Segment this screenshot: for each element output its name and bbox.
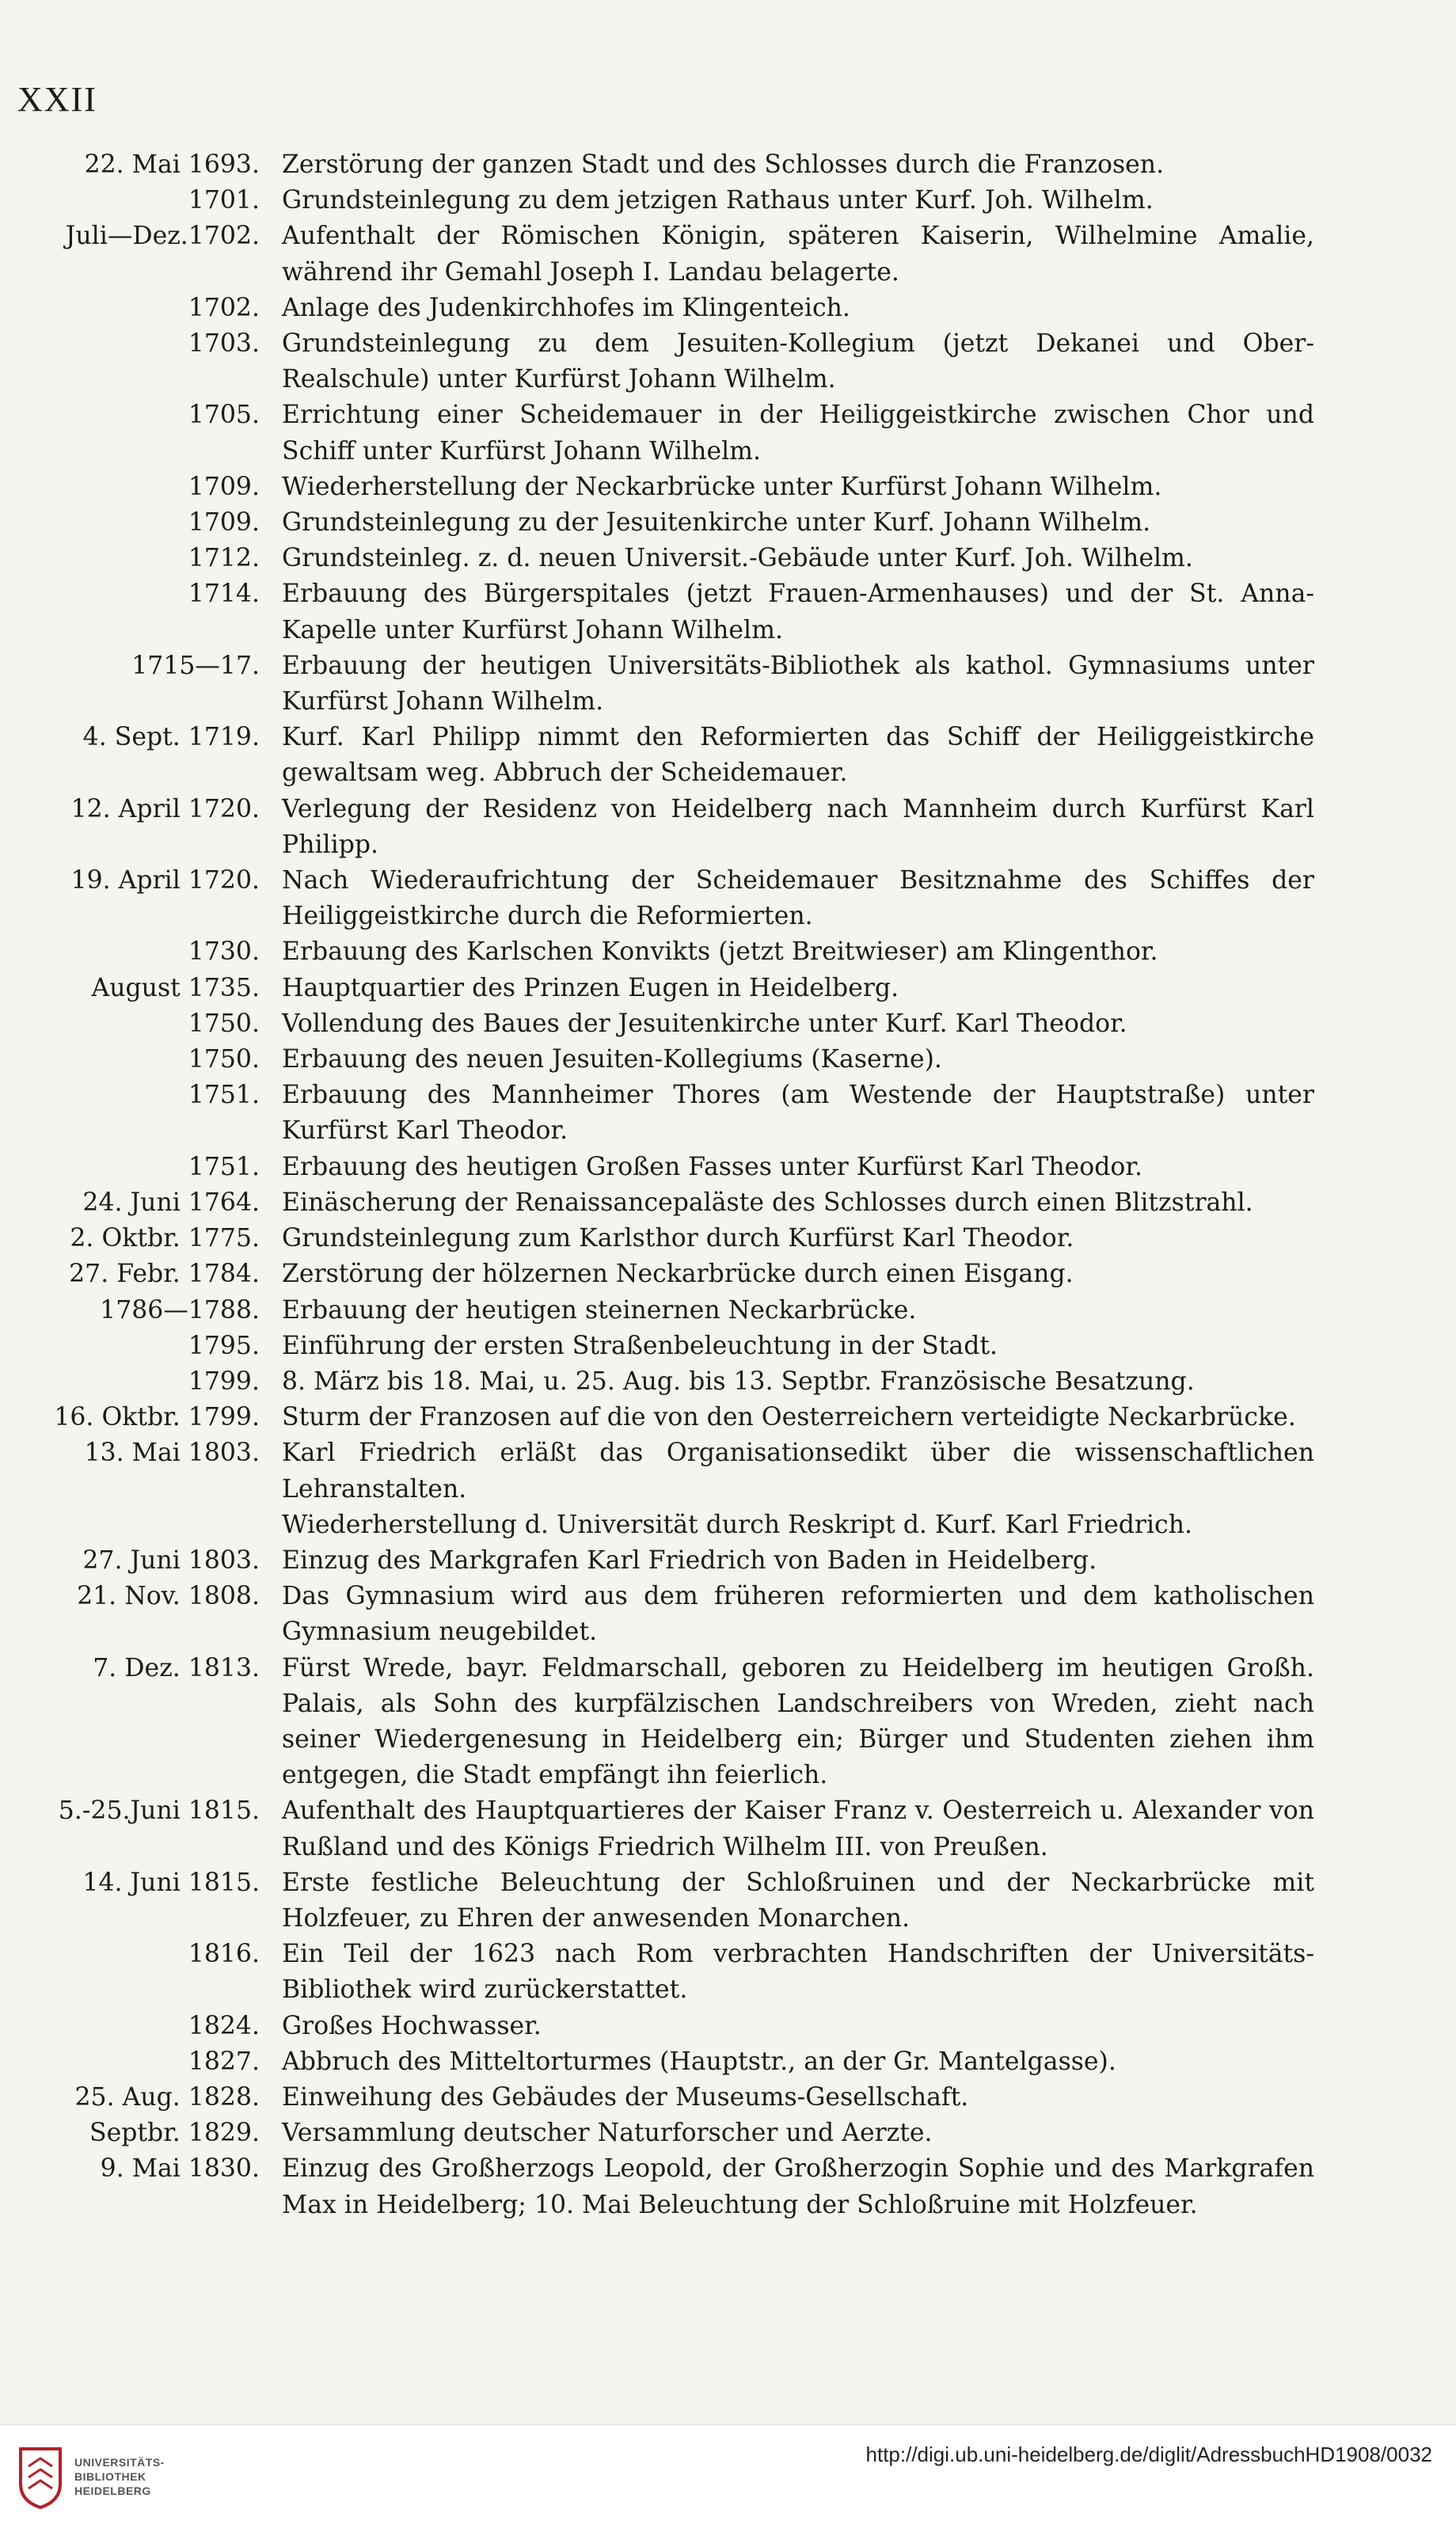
chronology-entry: [16, 1293, 1314, 1329]
entry-date: 2. Oktbr. 1775.: [70, 1224, 260, 1253]
chronology-entry: [16, 397, 1314, 469]
chronology-entry: [16, 720, 1314, 791]
chronology-entry: [16, 1937, 1314, 2008]
entry-date: 1799.: [188, 1367, 260, 1396]
chronology-entry: [16, 1793, 1314, 1865]
entry-date: 27. Juni 1803.: [82, 1545, 260, 1575]
chronology-entry: [16, 505, 1314, 541]
chronology-entry: [16, 1651, 1314, 1794]
entry-text: Erste festliche Beleuchtung der Schloßruinen und der Neckarbrücke mit Holzfeuer, zu Ehren der anwesenden Monarchen.: [282, 1868, 1314, 1933]
chronology-entry: [16, 541, 1314, 576]
entry-date: 13. Mai 1803.: [84, 1439, 260, 1468]
entry-text: Erbauung des Bürgerspitales (jetzt Frauen-Armenhauses) und der St. Anna-Kapelle unter Kurfürst Johann Wilhelm.: [282, 580, 1314, 644]
entry-text: Erbauung des Mannheimer Thores (am Westende der Hauptstraße) unter Kurfürst Karl Theodor.: [282, 1081, 1314, 1146]
chronology-entry: [16, 183, 1314, 219]
chronology-entry: [16, 1078, 1314, 1149]
logo-line: BIBLIOTHEK: [74, 2470, 146, 2483]
entry-text: Kurf. Karl Philipp nimmt den Reformierten das Schiff der Heiliggeistkirche gewaltsam weg. Abbruch der Scheidemauer.: [282, 723, 1314, 788]
chronology-entry: [16, 1185, 1314, 1221]
entry-date: 1705.: [188, 401, 260, 430]
chronology-entry: [16, 291, 1314, 326]
chronology-entry: [16, 2080, 1314, 2116]
entry-date: 1714.: [188, 580, 260, 609]
entry-date: 1795.: [188, 1331, 260, 1360]
chronology-entry: [16, 147, 1314, 183]
entry-text: Das Gymnasium wird aus dem früheren reformierten und dem katholischen Gymnasium neugebildet.: [282, 1582, 1314, 1647]
entry-text: Errichtung einer Scheidemauer in der Heiliggeistkirche zwischen Chor und Schiff unter Kurfürst Johann Wilhelm.: [282, 401, 1314, 466]
entry-text: Grundsteinlegung zu dem jetzigen Rathaus unter Kurf. Joh. Wilhelm.: [282, 186, 1154, 215]
chronology-entry: [16, 2044, 1314, 2080]
chronology-entry: [16, 1150, 1314, 1185]
entry-text: Wiederherstellung der Neckarbrücke unter Kurfürst Johann Wilhelm.: [282, 472, 1162, 501]
entry-text: Grundsteinlegung zu der Jesuitenkirche unter Kurf. Johann Wilhelm.: [282, 508, 1151, 538]
entry-text: Verlegung der Residenz von Heidelberg nach Mannheim durch Kurfürst Karl Philipp.: [282, 794, 1314, 859]
entry-text: Versammlung deutscher Naturforscher und Aerzte.: [282, 2119, 933, 2148]
chronology-entry: [16, 792, 1314, 863]
entry-date: 14. Juni 1815.: [82, 1868, 260, 1897]
chronology-entry: [16, 2151, 1314, 2222]
library-seal-icon: [16, 2443, 65, 2511]
chronology-entry: [16, 648, 1314, 720]
entry-date: 1701.: [188, 186, 260, 215]
entry-date: 1709.: [188, 472, 260, 501]
entry-text: 8. März bis 18. Mai, u. 25. Aug. bis 13. Septbr. Französische Besatzung.: [282, 1367, 1195, 1396]
chronology-entry: [16, 1579, 1314, 1650]
chronology-entry: [16, 1364, 1314, 1400]
entry-text: Aufenthalt der Römischen Königin, späteren Kaiserin, Wilhelmine Amalie, während ihr Gemahl Joseph I. Landau belagerte.: [282, 222, 1314, 287]
entry-text: Erbauung des Karlschen Konvikts (jetzt Breitwieser) am Klingenthor.: [282, 937, 1158, 967]
entry-date: 4. Sept. 1719.: [82, 723, 260, 752]
entry-text: Abbruch des Mitteltorturmes (Hauptstr., an der Gr. Mantelgasse).: [282, 2047, 1116, 2076]
chronology-entry: [16, 1042, 1314, 1078]
entry-text: Erbauung der heutigen steinernen Neckarbrücke.: [282, 1295, 917, 1325]
entry-date: 1750.: [188, 1045, 260, 1074]
entry-text: Vollendung des Baues der Jesuitenkirche unter Kurf. Karl Theodor.: [282, 1009, 1127, 1038]
entry-text: Nach Wiederaufrichtung der Scheidemauer Besitznahme des Schiffes der Heiliggeistkirche durch die Reformierten.: [282, 866, 1314, 931]
entry-date: 27. Febr. 1784.: [69, 1260, 260, 1289]
entry-text: Grundsteinleg. z. d. neuen Universit.-Gebäude unter Kurf. Joh. Wilhelm.: [282, 544, 1193, 573]
entry-text: Ein Teil der 1623 nach Rom verbrachten Handschriften der Universitäts-Bibliothek wird zurückerstattet.: [282, 1940, 1314, 2005]
chronology-entry: [16, 934, 1314, 970]
chronology-entry: [16, 1256, 1314, 1292]
entry-date: 1750.: [188, 1009, 260, 1038]
entry-text: Einäscherung der Renaissancepaläste des Schlosses durch einen Blitzstrahl.: [282, 1188, 1253, 1217]
entry-date: 16. Oktbr. 1799.: [54, 1403, 260, 1432]
chronology-entry: [16, 1006, 1314, 1042]
chronology-entry: [16, 1507, 1314, 1543]
chronology-list: [16, 147, 1314, 2223]
entry-text: Grundsteinlegung zum Karlsthor durch Kurfürst Karl Theodor.: [282, 1224, 1074, 1253]
entry-text: Aufenthalt des Hauptquartieres der Kaiser Franz v. Oesterreich u. Alexander von Rußland und des Königs Friedrich Wilhelm III. von Preußen.: [282, 1796, 1314, 1861]
logo-line: HEIDELBERG: [74, 2484, 151, 2497]
entry-date: Juli—Dez.1702.: [65, 222, 260, 251]
entry-date: 1751.: [188, 1081, 260, 1110]
entry-date: 7. Dez. 1813.: [93, 1653, 260, 1682]
entry-date: 24. Juni 1764.: [82, 1188, 260, 1217]
chronology-entry: [16, 2009, 1314, 2044]
entry-text: Zerstörung der ganzen Stadt und des Schlosses durch die Franzosen.: [282, 150, 1165, 179]
entry-date: 1824.: [188, 2011, 260, 2040]
entry-date: 1715—17.: [131, 651, 260, 680]
entry-date: 1702.: [188, 293, 260, 322]
library-logo[interactable]: [16, 2443, 165, 2511]
entry-date: Septbr. 1829.: [89, 2119, 260, 2148]
logo-line: UNIVERSITÄTS-: [74, 2456, 165, 2469]
chronology-entry: [16, 1221, 1314, 1256]
entry-text: Einweihung des Gebäudes der Museums-Gesellschaft.: [282, 2082, 969, 2112]
entry-date: 1827.: [188, 2047, 260, 2076]
entry-date: 1786—1788.: [100, 1295, 260, 1325]
entry-text: Karl Friedrich erläßt das Organisationsedikt über die wissenschaftlichen Lehranstalten.: [282, 1439, 1314, 1504]
entry-text: Erbauung des neuen Jesuiten-Kollegiums (Kaserne).: [282, 1045, 942, 1074]
entry-date: 1709.: [188, 508, 260, 538]
entry-date: 1730.: [188, 937, 260, 967]
entry-date: 9. Mai 1830.: [100, 2154, 260, 2184]
entry-text: Einzug des Großherzogs Leopold, der Großherzogin Sophie und des Markgrafen Max in Heidelberg; 10. Mai Beleuchtung der Schloßruine mit Holzfeuer.: [282, 2154, 1314, 2219]
chronology-entry: [16, 1400, 1314, 1435]
entry-text: Sturm der Franzosen auf die von den Oesterreichern verteidigte Neckarbrücke.: [282, 1403, 1296, 1432]
page-number: XXII: [17, 80, 97, 119]
entry-date: 1712.: [188, 544, 260, 573]
entry-date: 25. Aug. 1828.: [74, 2082, 260, 2112]
entry-text: Anlage des Judenkirchhofes im Klingenteich.: [282, 293, 850, 322]
source-url[interactable]: http://digi.ub.uni-heidelberg.de/diglit/AdressbuchHD1908/0032: [865, 2443, 1432, 2466]
chronology-entry: [16, 971, 1314, 1006]
chronology-entry: [16, 863, 1314, 934]
chronology-entry: [16, 326, 1314, 397]
entry-date: 1703.: [188, 329, 260, 359]
chronology-entry: [16, 1865, 1314, 1937]
entry-text: Hauptquartier des Prinzen Eugen in Heidelberg.: [282, 973, 899, 1002]
entry-text: Einzug des Markgrafen Karl Friedrich von Baden in Heidelberg.: [282, 1545, 1097, 1575]
chronology-entry: [16, 219, 1314, 290]
entry-date: 12. April 1720.: [70, 794, 260, 823]
entry-date: 1751.: [188, 1152, 260, 1181]
entry-text: Wiederherstellung d. Universität durch Reskript d. Kurf. Karl Friedrich.: [282, 1510, 1192, 1539]
entry-text: Zerstörung der hölzernen Neckarbrücke durch einen Eisgang.: [282, 1260, 1074, 1289]
library-logo-text: [74, 2455, 165, 2498]
entry-text: Großes Hochwasser.: [282, 2011, 542, 2040]
entry-date: 19. April 1720.: [70, 866, 260, 895]
chronology-entry: [16, 1329, 1314, 1364]
entry-text: Grundsteinlegung zu dem Jesuiten-Kollegium (jetzt Dekanei und Ober-Realschule) unter Kurfürst Johann Wilhelm.: [282, 329, 1314, 394]
footer-bar: [0, 2424, 1456, 2532]
entry-text: Einführung der ersten Straßenbeleuchtung in der Stadt.: [282, 1331, 998, 1360]
entry-date: 21. Nov. 1808.: [77, 1582, 260, 1611]
chronology-entry: [16, 1543, 1314, 1579]
entry-text: Fürst Wrede, bayr. Feldmarschall, geboren zu Heidelberg im heutigen Großh. Palais, als Sohn des kurpfälzischen Landschreibers von Wreden, zieht nach seiner Wiedergenesung in Heidelberg ein; Bürger und Studenten ziehen ihm entgegen, die Stadt empfängt ihn feierlich.: [282, 1653, 1314, 1790]
entry-text: Erbauung der heutigen Universitäts-Bibliothek als kathol. Gymnasiums unter Kurfürst Johann Wilhelm.: [282, 651, 1314, 717]
chronology-entry: [16, 576, 1314, 648]
chronology-entry: [16, 2116, 1314, 2151]
entry-date: 1816.: [188, 1940, 260, 1969]
entry-text: Erbauung des heutigen Großen Fasses unter Kurfürst Karl Theodor.: [282, 1152, 1142, 1181]
entry-date: August 1735.: [91, 973, 260, 1002]
chronology-entry: [16, 1435, 1314, 1507]
entry-date: 22. Mai 1693.: [84, 150, 260, 179]
chronology-entry: [16, 470, 1314, 505]
entry-date: 5.-25.Juni 1815.: [58, 1796, 260, 1826]
